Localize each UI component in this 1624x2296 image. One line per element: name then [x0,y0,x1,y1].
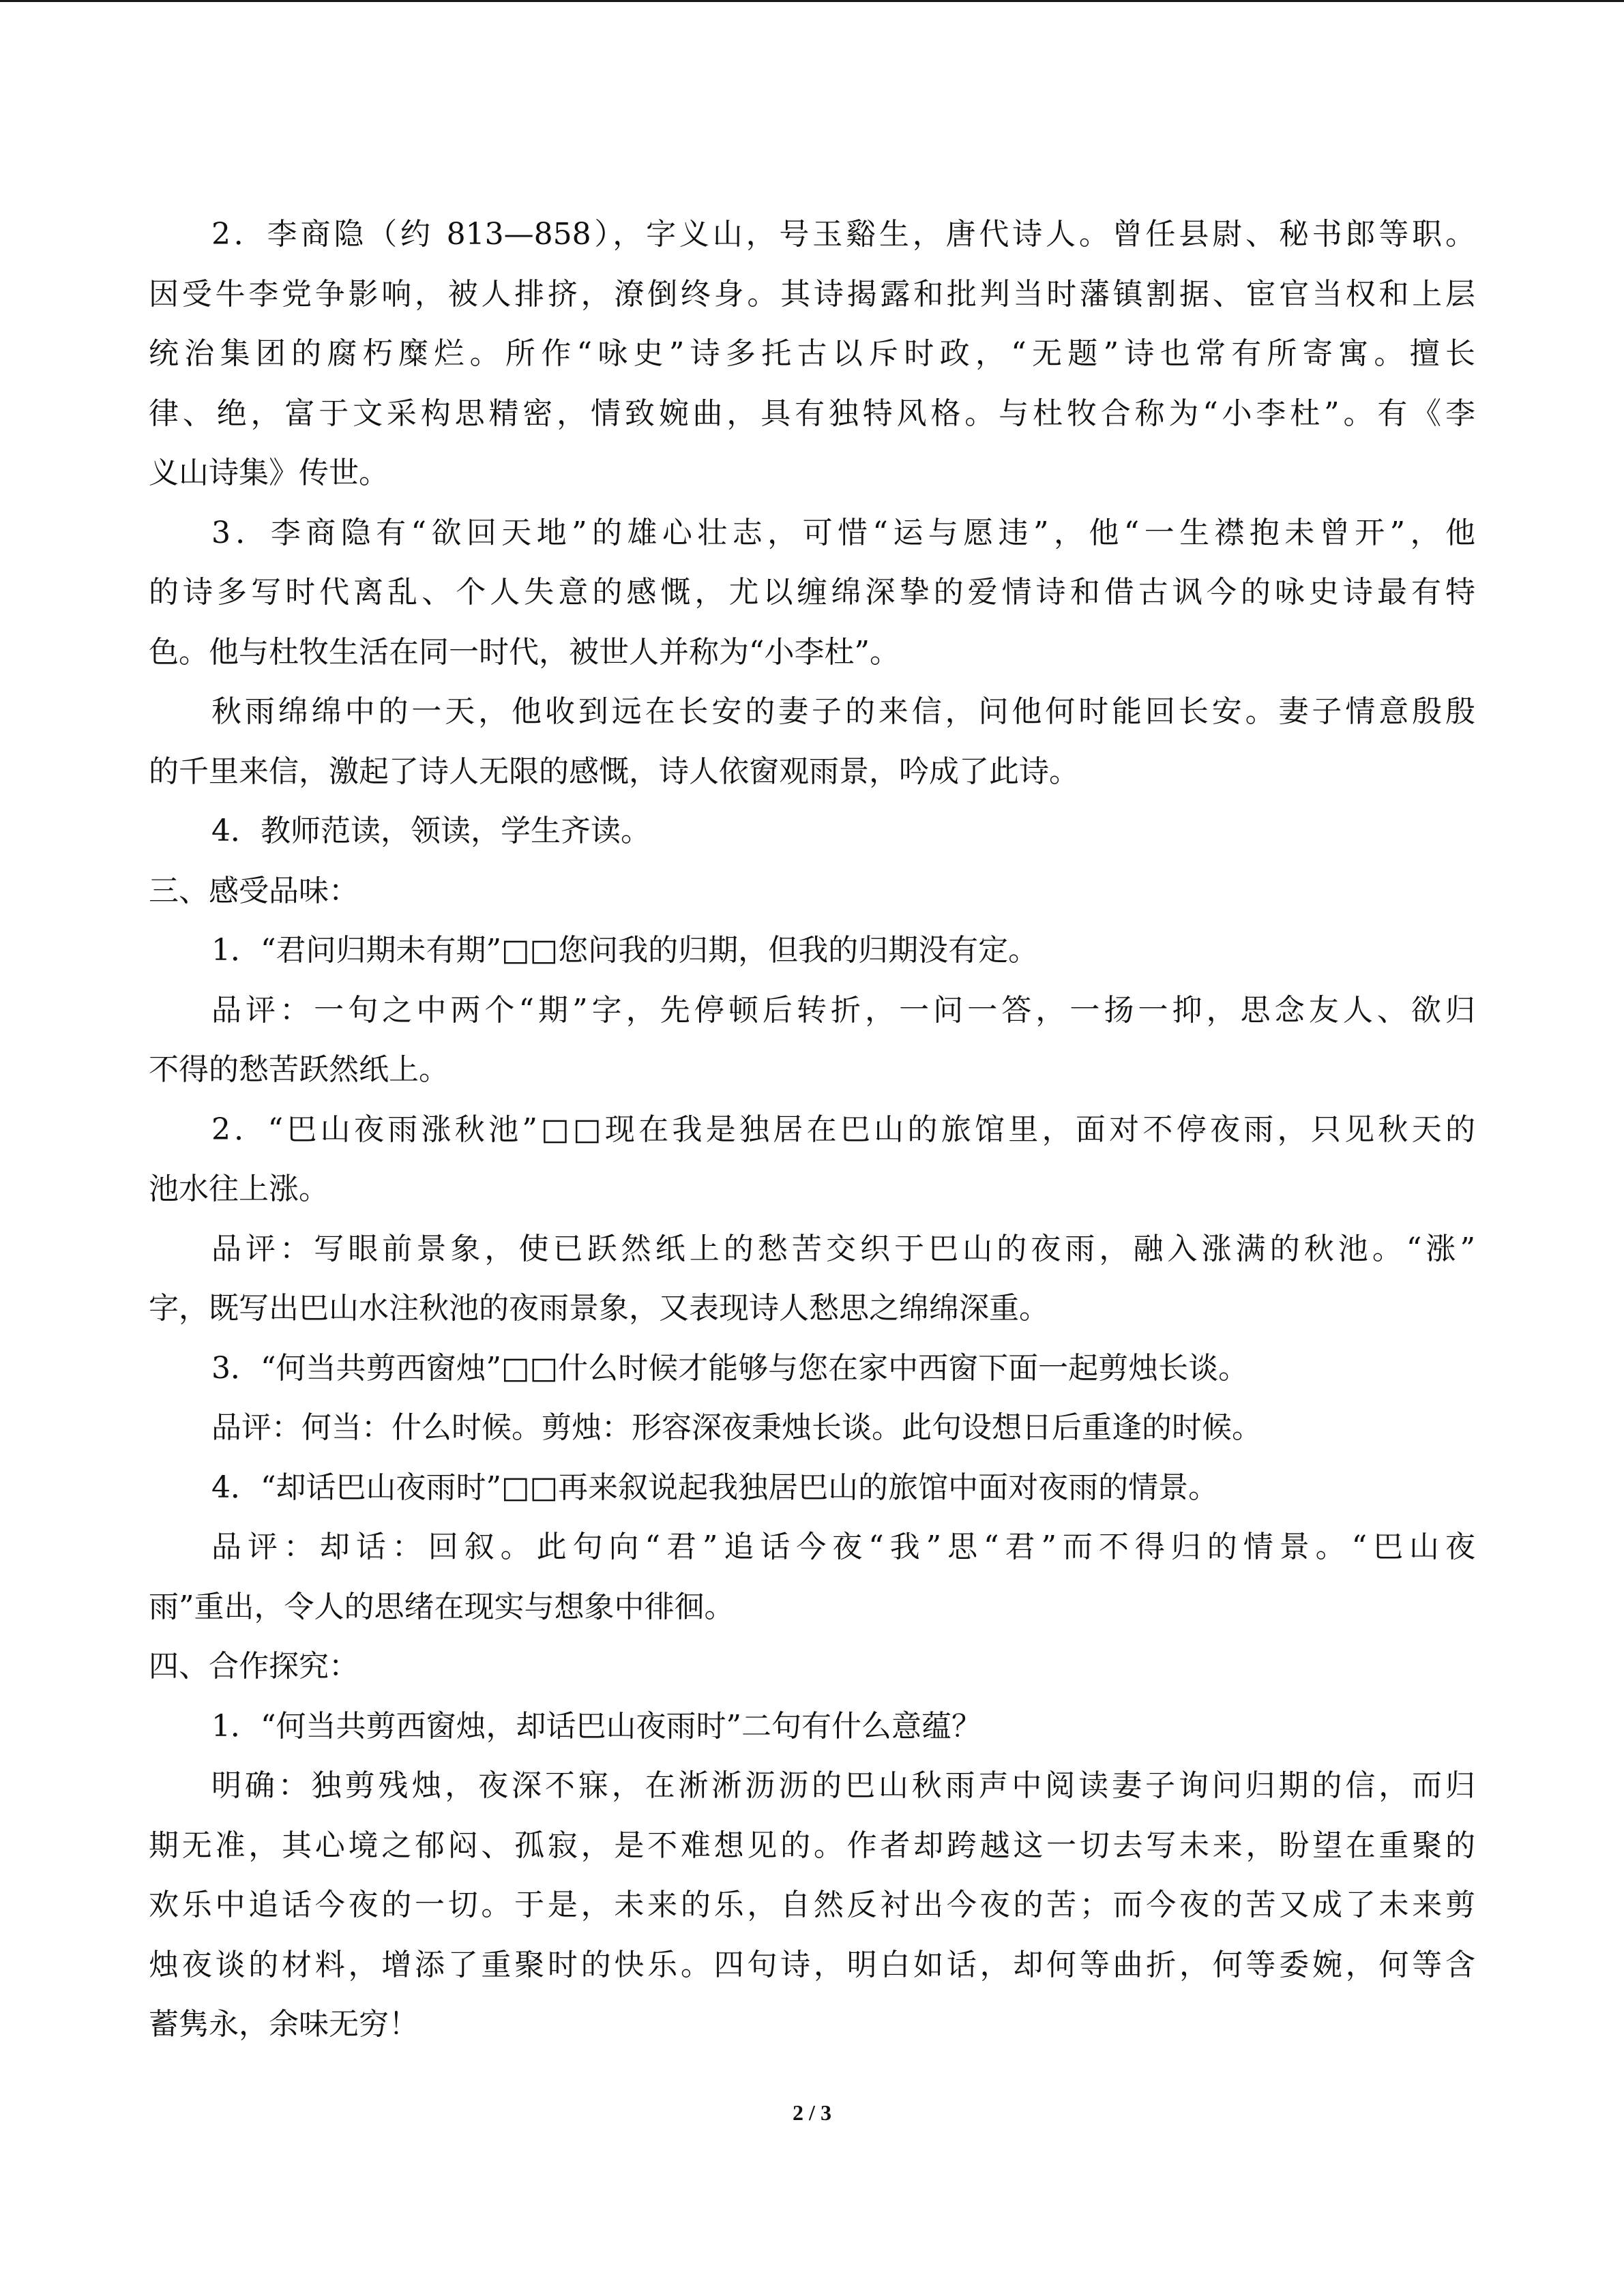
text-line: 池水往上涨。 [149,1172,329,1206]
text-line: 欢乐中追话今夜的一切。于是，未来的乐，自然反衬出今夜的苦；而今夜的苦又成了未来剪 [149,1888,1475,1922]
text-line: 4．“却话巴山夜雨时”□□再来叙说起我独居巴山的旅馆中面对夜雨的情景。 [211,1470,1219,1505]
text-line: 2．李商隐（约 813—858），字义山，号玉谿生，唐代诗人。曾任县尉、秘书郎等职。 [211,217,1475,252]
text-line: 义山诗集》传世。 [149,456,389,490]
text-line: 期无准，其心境之郁闷、孤寂，是不难想见的。作者却跨越这一切去写未来，盼望在重聚的 [149,1828,1475,1863]
text-line: 品评：一句之中两个“期”字，先停顿后转折，一问一答，一扬一抑，思念友人、欲归 [211,992,1475,1028]
top-border-line [0,0,1624,2]
text-line: 统治集团的腐朽糜烂。所作“咏史”诗多托古以斥时政，“无题”诗也常有所寄寓。擅长 [149,336,1475,371]
text-line: 的千里来信，激起了诗人无限的感慨，诗人依窗观雨景，吟成了此诗。 [149,754,1079,789]
text-line: 1．“君问归期未有期”□□您问我的归期，但我的归期没有定。 [211,933,1039,968]
text-line: 品评：何当：什么时候。剪烛：形容深夜秉烛长谈。此句设想日后重逢的时候。 [211,1410,1262,1445]
text-line: 1．“何当共剪西窗烛，却话巴山夜雨时”二句有什么意蕴？ [211,1708,981,1744]
text-line: 雨”重出，令人的思绪在现实与想象中徘徊。 [149,1589,735,1624]
text-line: 2．“巴山夜雨涨秋池”□□现在我是独居在巴山的旅馆里，面对不停夜雨，只见秋天的 [211,1112,1475,1147]
text-line: 品评：却话：回叙。此句向“君”追话今夜“我”思“君”而不得归的情景。“巴山夜 [211,1530,1475,1564]
text-line: 3．李商隐有“欲回天地”的雄心壮志，可惜“运与愿违”，他“一生襟抱未曾开”，他 [211,515,1475,550]
section-heading: 四、合作探究： [149,1649,359,1684]
text-line: 烛夜谈的材料，增添了重聚时的快乐。四句诗，明白如话，却何等曲折，何等委婉，何等含 [149,1947,1475,1982]
section-heading: 三、感受品味： [149,873,359,908]
text-line: 因受牛李党争影响，被人排挤，潦倒终身。其诗揭露和批判当时藩镇割据、宦官当权和上层 [149,276,1475,312]
text-line: 的诗多写时代离乱、个人失意的感慨，尤以缠绵深挚的爱情诗和借古讽今的咏史诗最有特 [149,575,1475,610]
text-line: 明确：独剪残烛，夜深不寐，在淅淅沥沥的巴山秋雨声中阅读妻子询问归期的信，而归 [211,1768,1475,1803]
document-body [149,205,1475,2055]
page-number: 2 / 3 [793,2100,831,2125]
text-line: 秋雨绵绵中的一天，他收到远在长安的妻子的来信，问他何时能回长安。妻子情意殷殷 [211,694,1475,729]
text-line: 4．教师范读，领读，学生齐读。 [211,814,651,848]
text-line: 律、绝，富于文采构思精密，情致婉曲，具有独特风格。与杜牧合称为“小李杜”。有《李 [149,396,1475,431]
text-line: 蓄隽永，余味无穷！ [149,2007,419,2042]
text-line: 色。他与杜牧生活在同一时代，被世人并称为“小李杜”。 [149,634,900,670]
text-line: 3．“何当共剪西窗烛”□□什么时候才能够与您在家中西窗下面一起剪烛长谈。 [211,1350,1249,1386]
text-line: 字，既写出巴山水注秋池的夜雨景象，又表现诗人愁思之绵绵深重。 [149,1291,1049,1326]
text-line: 品评：写眼前景象，使已跃然纸上的愁苦交织于巴山的夜雨，融入涨满的秋池。“涨” [211,1231,1475,1266]
text-line: 不得的愁苦跃然纸上。 [149,1052,449,1087]
